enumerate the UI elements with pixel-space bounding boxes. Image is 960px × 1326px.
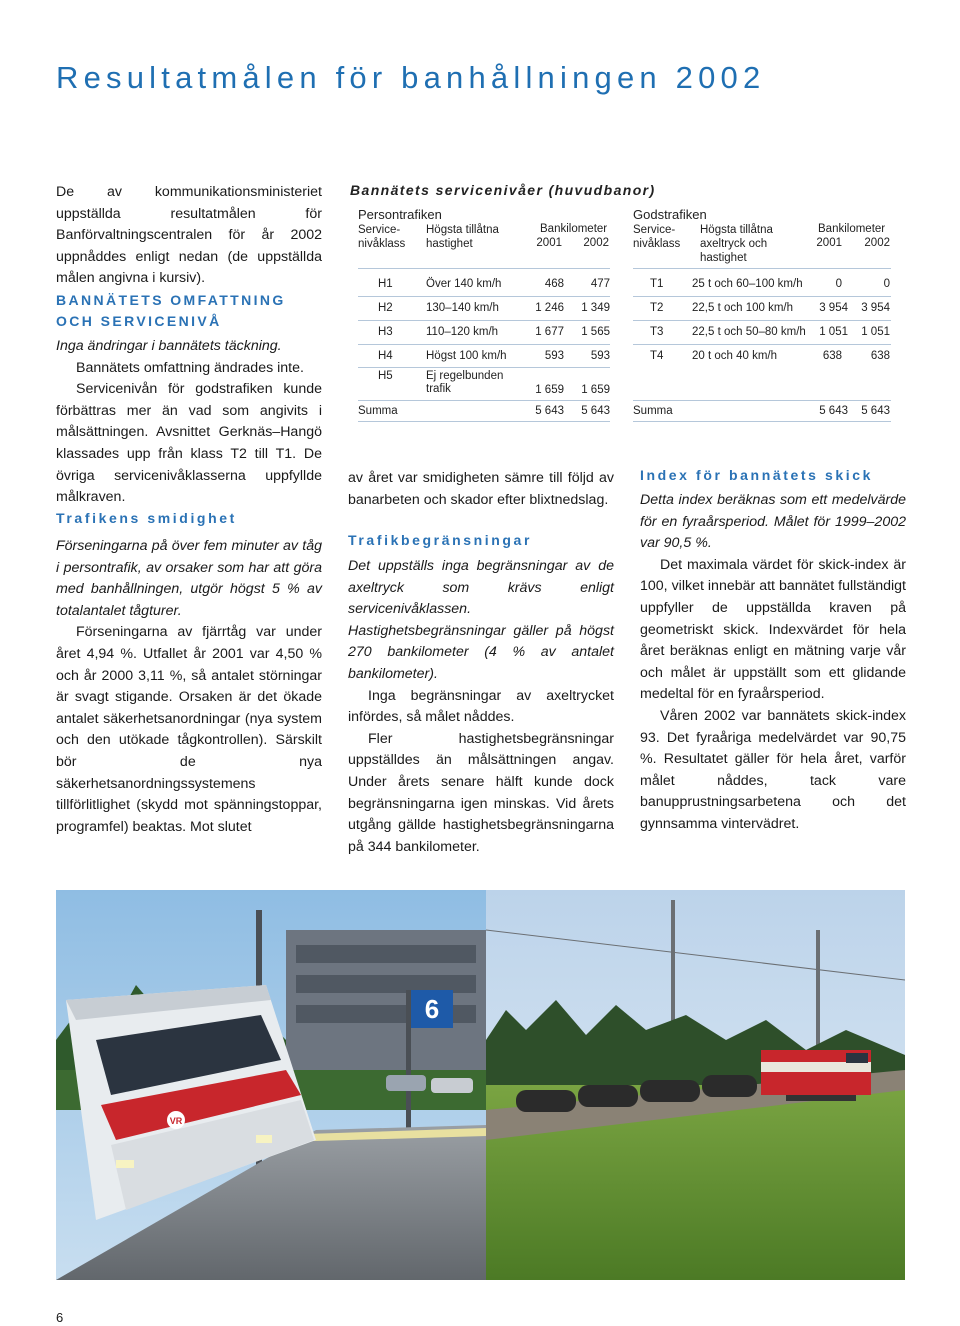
section-body-trafikbegransningar [348,556,614,858]
cell-sum-label: Summa [633,405,673,417]
cell-class: H2 [378,302,393,314]
table-divider [358,421,610,422]
cell-km-2001: 0 [835,278,842,290]
cell-class: T4 [650,350,664,362]
page-title: Resultatmålen för banhållningen 2002 [56,60,766,95]
photo-strip [56,890,905,1280]
result-text-smidighet: Förseningarna av fjärrtåg var under året 4,94 %. Utfallet år 2001 var 4,50 % och år 2000 3,11 %, så antalet störningar är svagt stigande. Orsaken är det ökade antalet säkerhetsanordningar (nya system och den utökade tågkontrollen). Särskilt bör de nya säkerhetsanordningssystemens tillförlitlighet (skydd mot spänningstoppar, programfel) beaktas. Mot slutet [56,624,322,835]
cell-km-2001: 1 246 [535,302,564,314]
target-text-index: Detta index beräknas som ett medelvärde för en fyraårsperiod. Målet för 1999–2002 var 90,5 %. [640,492,906,552]
cell-class: T3 [650,326,664,338]
section-heading-index-skick: Index för bannätets skick [640,467,874,483]
cell-axle-speed: 22,5 t och 100 km/h [692,302,794,314]
cell-km-2001: 1 051 [819,326,848,338]
middle-intro [348,468,614,511]
row-divider [633,320,891,321]
target-text-omfattning: Inga ändringar i bannätets täckning. [56,338,282,354]
target-text-begransningar: Det uppställs inga begränsningar av de axeltryck som krävs enligt servicenivåklassen. Hastighetsbegränsningar gäller på högst 270 bankilometer (4 % av antalet bankilometer). [348,558,614,682]
result-text-hastighet: Fler hastighetsbegränsningar uppställdes än målsättningen angav. Under årets senare hälft kunde dock begränsningarna igen minskas. Vid årets utgång gällde hastighetsbegränsningarna på 344 bankilometer. [348,730,614,855]
row-divider [358,400,610,401]
freight-photo [486,890,905,1280]
cell-class: T1 [650,278,664,290]
result-text-index-2002: Våren 2002 var bannätets skick-index 93. Det fyraåriga medelvärdet var 90,75 %. Resultatet gäller för hela året, varför målet nåddes, tack vare banupprustningsarbetena och det gynnsamma vintervädret. [640,707,906,832]
column-header-servicenivaklass: Service- nivåklass [633,224,681,250]
column-header-servicenivaklass: Service- nivåklass [358,224,406,250]
cell-km-2002: 477 [590,278,610,290]
cell-class: H3 [378,326,393,338]
result-text-omfattning: Bannätets omfattning ändrades inte. [76,359,304,376]
cell-sum-2001: 5 643 [535,405,564,417]
row-divider [633,296,891,297]
page-number: 6 [56,1310,64,1325]
cell-sum-2002: 5 643 [861,405,890,417]
continued-text-smidighet: av året var smidigheten sämre till följd av banarbeten och skador efter blixtnedslag. [348,470,614,508]
station-photo [56,890,486,1280]
cell-speed: 110–120 km/h [426,326,499,338]
section-body-smidighet [56,536,322,838]
table-divider [358,268,610,269]
cell-km-2001: 593 [544,350,564,362]
cell-speed: Högst 100 km/h [426,350,507,362]
cell-sum-label: Summa [358,405,398,417]
cell-speed: 130–140 km/h [426,302,499,314]
cell-km-2002: 593 [590,350,610,362]
table-divider [633,421,891,422]
row-divider [358,320,610,321]
cell-km-2002: 0 [883,278,890,290]
platform-sign-number: 6 [424,994,440,1024]
cell-class: H1 [378,278,393,290]
cell-axle-speed: 25 t och 60–100 km/h [692,278,803,290]
row-divider [358,344,610,345]
result-text-serviceniva: Servicenivån för godstrafiken kunde förbättras mer än vad som angivits i målsättningen. Avsnittet Gerknäs–Hangö klassades upp från klass T2 till T1. De övriga servicenivåklasserna uppfyllde målkraven. [56,381,322,506]
cell-km-2001: 1 677 [535,326,564,338]
cell-km-2002: 638 [870,350,890,362]
cell-km-2002: 3 954 [861,302,890,314]
column-header-year-2001: 2001 [536,237,562,249]
table-divider [633,268,891,269]
intro-text: De av kommunikationsministeriet uppställda resultatmålen för Banförvaltningscentralen för år 2002 uppnåddes enligt nedan (de uppställda målen angivna i kursiv). [56,184,322,287]
cell-km-2002: 1 565 [581,326,610,338]
result-text-index-definition: Det maximala värdet för skick-index är 100, vilket innebär att bannätet fullständigt uppfyller de uppställda kraven på geometriskt skick. Indexvärdet för hela året beräknas enligt en mätning varje vår och målet är uppställt som ett glidande medeltal för en fyraårsperiod. [640,556,906,703]
cell-km-2001: 638 [822,350,842,362]
train-logo-text: VR [169,1116,183,1126]
section-body-index-skick [640,490,906,836]
column-header-bankilometer: Bankilometer [540,223,608,235]
cell-class: H4 [378,350,393,362]
cell-speed: Över 140 km/h [426,278,502,290]
column-header-year-2002: 2002 [864,237,890,249]
cell-km-2002: 1 349 [581,302,610,314]
column-header-bankilometer: Bankilometer [818,223,886,235]
cell-class: T2 [650,302,664,314]
train-photos [56,890,905,1280]
cell-class: H5 [378,370,393,382]
cell-km-2001: 468 [544,278,564,290]
column-header-hogsta-axeltryck: Högsta tillåtna axeltryck och hastighet [700,224,773,264]
cell-sum-2002: 5 643 [581,405,610,417]
result-text-axeltryck: Inga begränsningar av axeltrycket infördes, så målet nåddes. [348,687,614,726]
table-title: Bannätets servicenivåer (huvudbanor) [350,182,656,198]
group-label-persontrafiken: Persontrafiken [358,207,442,222]
cell-km-2001: 3 954 [819,302,848,314]
group-label-godstrafiken: Godstrafiken [633,207,707,222]
section-heading-bannatets-omfattning: BANNÄTETS OMFATTNING OCH SERVICENIVÅ [56,292,286,329]
column-header-year-2002: 2002 [583,237,609,249]
cell-axle-speed: 20 t och 40 km/h [692,350,778,362]
column-header-hogsta-hastighet: Högsta tillåtna hastighet [426,224,499,250]
row-divider [633,400,891,401]
column-header-year-2001: 2001 [816,237,842,249]
cell-axle-speed: 22,5 t och 50–80 km/h [692,326,806,338]
cell-km-2002: 1 659 [581,384,610,396]
row-divider [633,344,891,345]
cell-km-2001: 1 659 [535,384,564,396]
cell-speed: Ej regelbunden trafik [426,370,504,395]
row-divider [358,367,610,368]
target-text-smidighet: Förseningarna på över fem minuter av tåg i persontrafik, av orsaker som har att göra med banhållningen, utgör högst 5 % av totalantalet tågturer. [56,538,322,619]
service-level-table [0,0,960,430]
row-divider [358,296,610,297]
section-heading-trafikbegransningar: Trafikbegränsningar [348,532,532,548]
cell-km-2002: 1 051 [861,326,890,338]
cell-sum-2001: 5 643 [819,405,848,417]
section-heading-trafikens-smidighet: Trafikens smidighet [56,510,237,526]
